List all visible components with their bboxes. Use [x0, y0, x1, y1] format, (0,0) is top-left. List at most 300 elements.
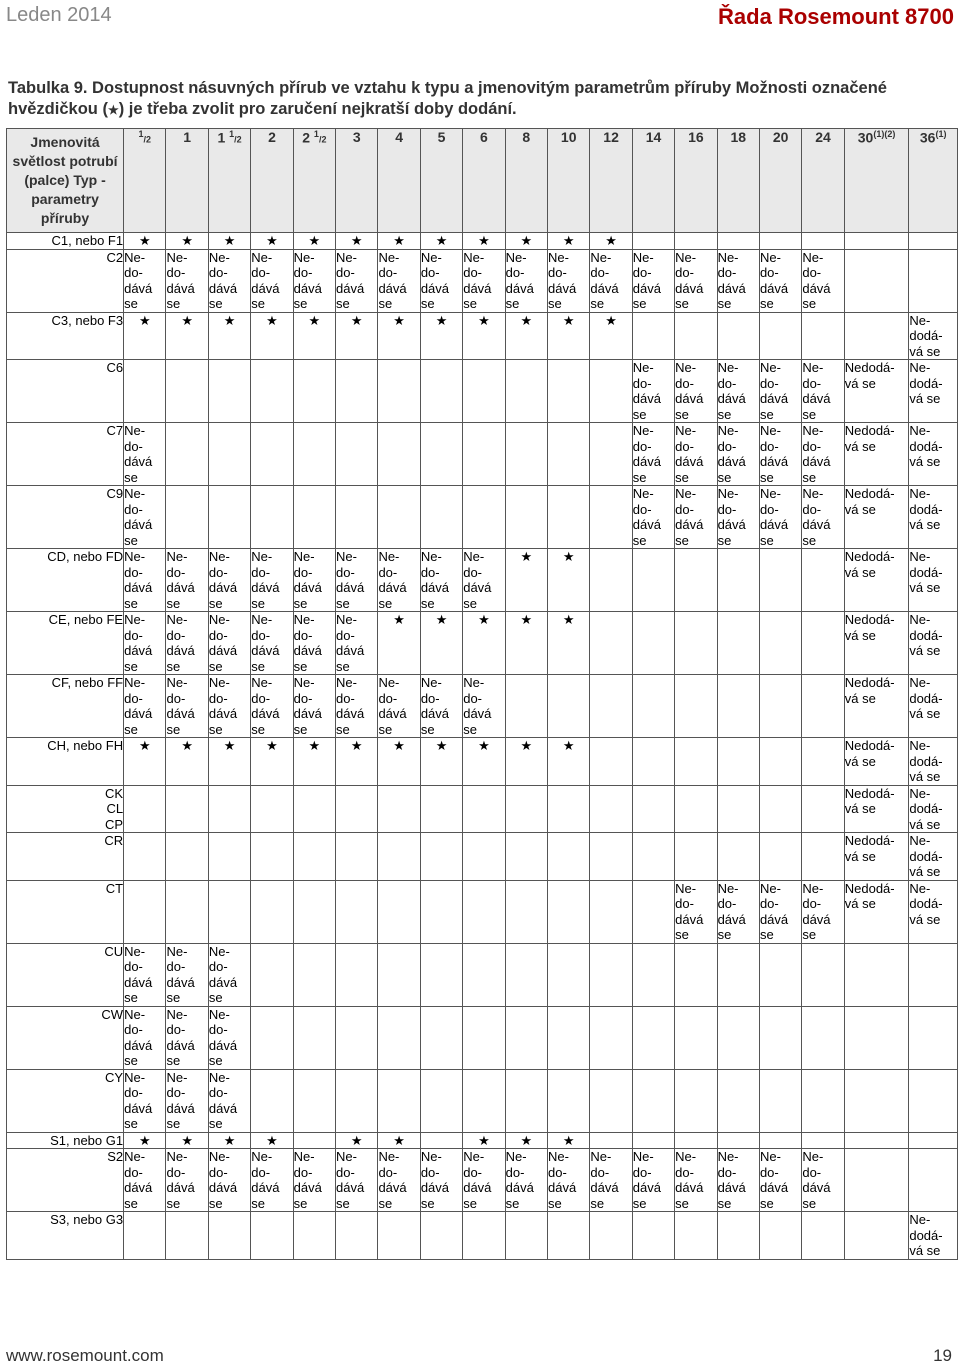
not-available-text: Ne- do- dává se: [590, 249, 619, 311]
star-icon: ★: [548, 312, 590, 360]
not-available-cell: [293, 612, 335, 675]
not-available-cell: [909, 675, 958, 738]
not-available-text: Ne- do- dává se: [124, 1069, 153, 1131]
empty-cell: [251, 1069, 293, 1132]
star-icon: ★: [208, 312, 250, 360]
size-main: 24: [815, 129, 831, 145]
empty-cell: [675, 612, 717, 675]
star-icon: ★: [293, 233, 335, 250]
not-available-cell: [909, 423, 958, 486]
empty-cell: [463, 943, 505, 1006]
empty-cell: [632, 312, 674, 360]
flange-type-text: CK: [105, 785, 124, 801]
empty-cell: [251, 486, 293, 549]
not-available-cell: [909, 549, 958, 612]
flange-type-text: CF, nebo FF: [51, 675, 124, 690]
table-row: [7, 1149, 958, 1212]
not-available-cell: [909, 612, 958, 675]
star-icon: ★: [505, 312, 547, 360]
empty-cell: [675, 1069, 717, 1132]
not-available-text: Ne- do- dává se: [802, 249, 831, 311]
empty-cell: [463, 423, 505, 486]
star-icon: ★: [463, 738, 505, 786]
star-icon: ★: [420, 612, 462, 675]
not-available-text: Ne- do- dává se: [251, 1149, 280, 1211]
flange-type-text: S3, nebo G3: [50, 1212, 124, 1227]
empty-cell: [675, 675, 717, 738]
not-available-cell: [124, 1149, 166, 1212]
empty-cell: [590, 1132, 632, 1149]
not-available-cell: [675, 880, 717, 943]
empty-cell: [505, 833, 547, 881]
empty-cell: [802, 233, 844, 250]
not-available-cell: [124, 1006, 166, 1069]
size-header: [378, 129, 420, 233]
flange-type-text: CU: [104, 943, 124, 959]
table-row: [7, 423, 958, 486]
star-icon: ★: [208, 1132, 250, 1149]
not-available-text: Ne- do- dává se: [463, 249, 492, 311]
not-available-cell: [675, 486, 717, 549]
not-available-text: Ne- dodá- vá se: [909, 833, 943, 879]
empty-cell: [463, 785, 505, 833]
flange-type-text: C9: [106, 486, 124, 501]
not-available-cell: [124, 423, 166, 486]
empty-cell: [293, 486, 335, 549]
size-main: 30: [857, 129, 874, 146]
not-available-cell: [909, 486, 958, 549]
page-number: 19: [933, 1346, 952, 1365]
empty-cell: [632, 549, 674, 612]
footer-url: www.rosemount.com: [6, 1346, 164, 1365]
not-available-cell: [548, 1149, 590, 1212]
empty-cell: [909, 1149, 958, 1212]
not-available-text: Ne- dodá- vá se: [909, 360, 943, 406]
flange-type-text: CP: [105, 816, 124, 832]
not-available-cell: [293, 249, 335, 312]
not-available-cell: [675, 360, 717, 423]
empty-cell: [505, 880, 547, 943]
empty-cell: [802, 312, 844, 360]
flange-type-text: S2: [107, 1149, 124, 1164]
empty-cell: [802, 943, 844, 1006]
size-header: [336, 129, 378, 233]
star-icon: ★: [505, 612, 547, 675]
empty-cell: [463, 1069, 505, 1132]
star-icon: ★: [463, 233, 505, 250]
flange-type-label: [7, 612, 124, 675]
flange-type-label: [7, 943, 124, 1006]
empty-cell: [336, 1069, 378, 1132]
not-available-text: Ne- do- dává se: [124, 1149, 153, 1211]
table-caption: [8, 78, 952, 121]
size-header: [844, 129, 909, 233]
not-available-cell: [378, 675, 420, 738]
star-icon: ★: [208, 233, 250, 250]
star-icon: ★: [336, 738, 378, 786]
empty-cell: [759, 1132, 801, 1149]
not-available-text: Ne- do- dává se: [420, 549, 450, 611]
not-available-cell: [717, 249, 759, 312]
flange-type-label: [7, 549, 124, 612]
empty-cell: [293, 880, 335, 943]
size-header: [590, 129, 632, 233]
star-icon: ★: [107, 103, 119, 117]
not-available-cell: [632, 249, 674, 312]
empty-cell: [378, 785, 420, 833]
flange-type-label: [7, 233, 124, 250]
not-available-text: Ne- do- dává se: [717, 360, 746, 422]
empty-cell: [759, 549, 801, 612]
empty-cell: [632, 785, 674, 833]
empty-cell: [759, 833, 801, 881]
empty-cell: [759, 738, 801, 786]
empty-cell: [124, 1212, 166, 1260]
not-available-cell: [759, 249, 801, 312]
caption-text-1: Tabulka 9. Dostupnost násuvných přírub ve vztahu k typu a jmenovitým parametrům příruby Možnosti označené hvězdičkou (: [8, 79, 887, 118]
not-available-cell: [632, 486, 674, 549]
empty-cell: [208, 880, 250, 943]
table-row: [7, 738, 958, 786]
not-available-text: Nedodá- vá se: [844, 833, 895, 864]
corner-header: Jmenovitá světlost potrubí (palce) Typ - parametry příruby: [7, 129, 124, 233]
not-available-text: Ne- do- dává se: [293, 549, 322, 611]
empty-cell: [844, 1132, 909, 1149]
size-header: [632, 129, 674, 233]
fraction-slash: /: [234, 134, 237, 145]
empty-cell: [251, 785, 293, 833]
empty-cell: [802, 1132, 844, 1149]
empty-cell: [251, 880, 293, 943]
not-available-text: Ne- do- dává se: [293, 249, 322, 311]
not-available-text: Ne- do- dává se: [166, 549, 195, 611]
not-available-text: Ne- do- dává se: [420, 1149, 450, 1211]
not-available-text: Ne- do- dává se: [166, 943, 195, 1005]
not-available-text: Ne- do- dává se: [590, 1149, 619, 1211]
empty-cell: [208, 360, 250, 423]
size-header: [802, 129, 844, 233]
empty-cell: [293, 1006, 335, 1069]
not-available-text: Ne- do- dává se: [717, 1149, 746, 1211]
empty-cell: [759, 612, 801, 675]
not-available-cell: [802, 486, 844, 549]
empty-cell: [548, 785, 590, 833]
not-available-text: Ne- do- dává se: [208, 675, 238, 737]
size-superscript: 1: [313, 129, 319, 139]
empty-cell: [420, 785, 462, 833]
empty-cell: [336, 1212, 378, 1260]
flange-type-label: [7, 675, 124, 738]
not-available-cell: [844, 785, 909, 833]
flange-type-text: CW: [101, 1006, 124, 1022]
not-available-cell: [251, 675, 293, 738]
empty-cell: [505, 1006, 547, 1069]
not-available-cell: [336, 549, 378, 612]
not-available-text: Ne- do- dává se: [124, 612, 153, 674]
flange-availability-table: [6, 128, 958, 1260]
table-row: [7, 360, 958, 423]
not-available-cell: [909, 360, 958, 423]
not-available-text: Ne- do- dává se: [208, 1006, 238, 1068]
star-icon: ★: [590, 233, 632, 250]
empty-cell: [463, 1006, 505, 1069]
empty-cell: [844, 233, 909, 250]
not-available-text: Ne- do- dává se: [802, 360, 831, 422]
not-available-cell: [166, 549, 208, 612]
not-available-text: Ne- do- dává se: [632, 249, 661, 311]
not-available-text: Ne- do- dává se: [632, 486, 661, 548]
not-available-text: Ne- do- dává se: [632, 360, 661, 422]
empty-cell: [717, 233, 759, 250]
empty-cell: [505, 486, 547, 549]
not-available-text: Ne- do- dává se: [675, 1149, 704, 1211]
not-available-cell: [844, 549, 909, 612]
not-available-cell: [208, 1149, 250, 1212]
size-main: 3: [352, 129, 361, 145]
not-available-cell: [844, 486, 909, 549]
empty-cell: [208, 785, 250, 833]
size-main: 8: [522, 129, 531, 145]
empty-cell: [717, 1132, 759, 1149]
empty-cell: [336, 486, 378, 549]
empty-cell: [336, 833, 378, 881]
flange-type-text: CL: [106, 801, 124, 816]
empty-cell: [759, 233, 801, 250]
not-available-text: Ne- dodá- vá se: [909, 423, 943, 469]
not-available-cell: [759, 360, 801, 423]
star-icon: ★: [166, 312, 208, 360]
not-available-text: Ne- do- dává se: [336, 1149, 365, 1211]
empty-cell: [844, 1149, 909, 1212]
star-icon: ★: [336, 233, 378, 250]
size-header: [675, 129, 717, 233]
star-icon: ★: [124, 738, 166, 786]
empty-cell: [909, 943, 958, 1006]
empty-cell: [909, 1132, 958, 1149]
table-row: [7, 1212, 958, 1260]
not-available-cell: [166, 1006, 208, 1069]
not-available-text: Ne- do- dává se: [802, 1149, 831, 1211]
empty-cell: [505, 675, 547, 738]
empty-cell: [632, 833, 674, 881]
not-available-text: Ne- do- dává se: [759, 486, 789, 548]
not-available-cell: [124, 675, 166, 738]
not-available-cell: [336, 1149, 378, 1212]
table-row: [7, 880, 958, 943]
not-available-text: Ne- dodá- vá se: [909, 486, 943, 532]
not-available-text: Ne- do- dává se: [378, 249, 407, 311]
not-available-cell: [208, 612, 250, 675]
empty-cell: [293, 1069, 335, 1132]
not-available-cell: [166, 612, 208, 675]
empty-cell: [378, 486, 420, 549]
empty-cell: [251, 1212, 293, 1260]
star-icon: ★: [124, 233, 166, 250]
not-available-text: Ne- dodá- vá se: [909, 785, 943, 832]
empty-cell: [759, 943, 801, 1006]
size-header: [505, 129, 547, 233]
not-available-text: Ne- do- dává se: [717, 249, 746, 311]
not-available-cell: [251, 1149, 293, 1212]
not-available-text: Nedodá- vá se: [844, 738, 895, 769]
empty-cell: [590, 549, 632, 612]
not-available-cell: [463, 249, 505, 312]
empty-cell: [505, 360, 547, 423]
empty-cell: [293, 423, 335, 486]
empty-cell: [632, 612, 674, 675]
not-available-text: Ne- do- dává se: [717, 486, 746, 548]
size-superscript: 1: [229, 129, 235, 139]
table-header-row: [7, 129, 958, 233]
star-icon: ★: [548, 738, 590, 786]
not-available-text: Nedodá- vá se: [844, 675, 895, 706]
header-series-title: Řada Rosemount 8700: [718, 4, 954, 29]
empty-cell: [336, 360, 378, 423]
empty-cell: [548, 1212, 590, 1260]
empty-cell: [208, 1212, 250, 1260]
empty-cell: [717, 943, 759, 1006]
fraction-slash: /: [143, 134, 147, 145]
empty-cell: [378, 423, 420, 486]
not-available-text: Ne- do- dává se: [124, 675, 153, 737]
caption-text-2: ) je třeba zvolit pro zaručení nejkratší doby dodání.: [118, 100, 517, 118]
not-available-text: Ne- do- dává se: [166, 612, 195, 674]
size-main: 36: [919, 129, 936, 146]
not-available-text: Ne- do- dává se: [293, 612, 322, 674]
empty-cell: [166, 785, 208, 833]
not-available-text: Ne- do- dává se: [759, 1149, 789, 1211]
not-available-text: Ne- do- dává se: [802, 880, 831, 942]
not-available-text: Nedodá- vá se: [844, 360, 895, 391]
empty-cell: [166, 486, 208, 549]
empty-cell: [420, 1069, 462, 1132]
not-available-cell: [251, 549, 293, 612]
star-icon: ★: [124, 312, 166, 360]
empty-cell: [463, 360, 505, 423]
flange-type-label: [7, 833, 124, 881]
empty-cell: [548, 360, 590, 423]
not-available-cell: [208, 943, 250, 1006]
empty-cell: [675, 233, 717, 250]
not-available-text: Ne- do- dává se: [166, 1149, 195, 1211]
empty-cell: [420, 880, 462, 943]
empty-cell: [632, 1006, 674, 1069]
empty-cell: [420, 833, 462, 881]
not-available-text: Ne- dodá- vá se: [909, 1212, 943, 1258]
not-available-cell: [675, 1149, 717, 1212]
not-available-cell: [844, 675, 909, 738]
star-icon: ★: [463, 1132, 505, 1149]
not-available-cell: [717, 1149, 759, 1212]
empty-cell: [717, 1006, 759, 1069]
not-available-text: Ne- do- dává se: [759, 360, 789, 422]
not-available-cell: [802, 1149, 844, 1212]
not-available-cell: [124, 486, 166, 549]
empty-cell: [675, 785, 717, 833]
star-icon: ★: [463, 312, 505, 360]
empty-cell: [378, 880, 420, 943]
not-available-text: Ne- dodá- vá se: [909, 549, 943, 595]
not-available-text: Ne- do- dává se: [293, 1149, 322, 1211]
empty-cell: [124, 785, 166, 833]
empty-cell: [293, 1212, 335, 1260]
size-denominator: 2: [146, 134, 152, 145]
empty-cell: [548, 1069, 590, 1132]
empty-cell: [378, 833, 420, 881]
flange-type-text: C1, nebo F1: [51, 233, 124, 248]
star-icon: ★: [251, 233, 293, 250]
empty-cell: [632, 1212, 674, 1260]
size-header: [293, 129, 335, 233]
empty-cell: [675, 312, 717, 360]
empty-cell: [590, 360, 632, 423]
flange-type-label: [7, 360, 124, 423]
not-available-text: Ne- do- dává se: [208, 612, 238, 674]
not-available-cell: [909, 738, 958, 786]
not-available-cell: [293, 1149, 335, 1212]
empty-cell: [463, 486, 505, 549]
not-available-text: Ne- do- dává se: [505, 249, 534, 311]
not-available-cell: [675, 249, 717, 312]
not-available-text: Ne- dodá- vá se: [909, 880, 943, 927]
not-available-cell: [759, 486, 801, 549]
empty-cell: [675, 1006, 717, 1069]
not-available-text: Nedodá- vá se: [844, 785, 895, 816]
empty-cell: [802, 675, 844, 738]
flange-type-text: CH, nebo FH: [47, 738, 124, 753]
not-available-cell: [420, 1149, 462, 1212]
not-available-cell: [909, 833, 958, 881]
empty-cell: [802, 1069, 844, 1132]
not-available-text: Ne- do- dává se: [675, 423, 704, 485]
not-available-text: Ne- do- dává se: [166, 1006, 195, 1068]
star-icon: ★: [378, 1132, 420, 1149]
not-available-cell: [548, 249, 590, 312]
empty-cell: [675, 1132, 717, 1149]
not-available-cell: [717, 423, 759, 486]
empty-cell: [802, 549, 844, 612]
not-available-text: Ne- do- dává se: [124, 486, 153, 548]
not-available-text: Ne- do- dává se: [675, 360, 704, 422]
empty-cell: [909, 1006, 958, 1069]
not-available-cell: [293, 549, 335, 612]
flange-type-text: S1, nebo G1: [50, 1132, 124, 1148]
empty-cell: [717, 738, 759, 786]
not-available-cell: [420, 675, 462, 738]
table-row: [7, 549, 958, 612]
empty-cell: [420, 943, 462, 1006]
size-header: [548, 129, 590, 233]
size-main: 2: [268, 129, 276, 145]
empty-cell: [463, 880, 505, 943]
table-row: [7, 249, 958, 312]
table-row: [7, 675, 958, 738]
not-available-text: Ne- do- dává se: [759, 423, 789, 485]
flange-type-label: [7, 785, 124, 833]
empty-cell: [378, 1006, 420, 1069]
empty-cell: [251, 423, 293, 486]
empty-cell: [293, 833, 335, 881]
empty-cell: [759, 1069, 801, 1132]
not-available-text: Ne- do- dává se: [632, 1149, 661, 1211]
empty-cell: [844, 312, 909, 360]
table-row: [7, 486, 958, 549]
not-available-cell: [420, 249, 462, 312]
flange-type-text: C7: [106, 423, 124, 438]
table-row: [7, 233, 958, 250]
star-icon: ★: [420, 233, 462, 250]
empty-cell: [632, 880, 674, 943]
